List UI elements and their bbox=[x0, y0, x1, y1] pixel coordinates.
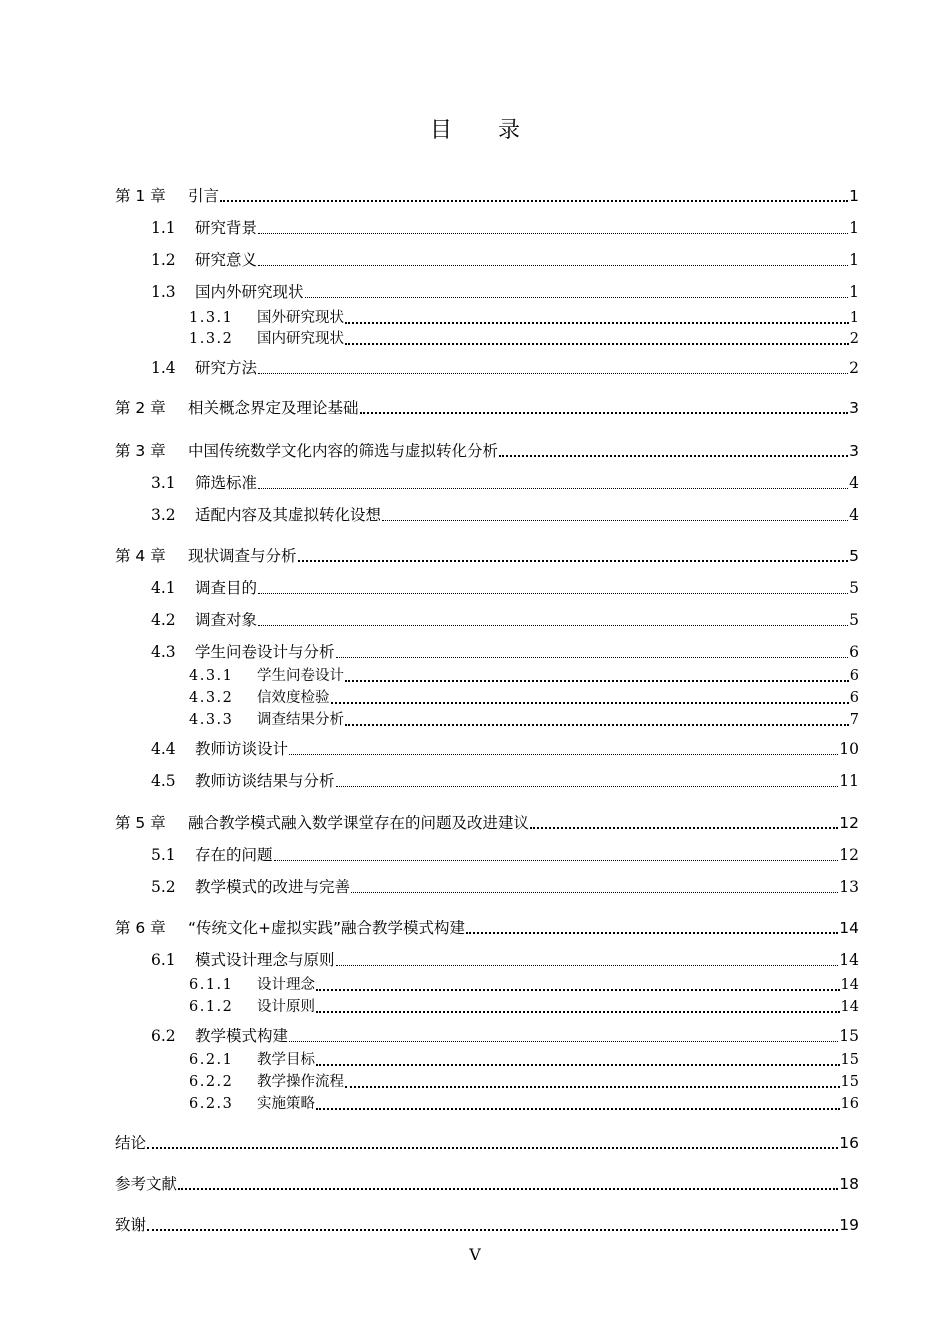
dot-leader bbox=[258, 259, 848, 266]
toc-entry[interactable] bbox=[189, 975, 859, 995]
toc-entry-page: 6 bbox=[849, 668, 859, 684]
dot-leader bbox=[466, 926, 838, 934]
toc-entry-title: 教学模式的改进与完善 bbox=[195, 878, 351, 896]
dot-leader bbox=[258, 227, 848, 234]
toc-entry-number: 6.2.3 bbox=[189, 1096, 234, 1112]
toc-entry-number: 第 3 章 bbox=[115, 442, 166, 460]
toc-entry[interactable] bbox=[151, 1025, 859, 1047]
toc-entry-title: 教学操作流程 bbox=[257, 1074, 344, 1090]
toc-entry-number: 1.1 bbox=[151, 219, 176, 237]
toc-entry[interactable] bbox=[115, 917, 859, 939]
toc-entry-page: 14 bbox=[840, 999, 859, 1015]
toc-entry-title: 研究方法 bbox=[195, 359, 258, 377]
dot-leader bbox=[351, 886, 838, 893]
toc-entry-page: 13 bbox=[839, 878, 859, 896]
dot-leader bbox=[258, 587, 848, 594]
toc-entry-title: 模式设计理念与原则 bbox=[195, 951, 335, 969]
toc-entry-number: 6.2 bbox=[151, 1027, 176, 1045]
toc-entry-page: 14 bbox=[840, 977, 859, 993]
toc-entry-page: 1 bbox=[849, 187, 859, 205]
toc-entry[interactable] bbox=[189, 688, 859, 708]
dot-leader bbox=[305, 291, 849, 298]
dot-leader bbox=[316, 1058, 840, 1066]
toc-entry-number: 3.2 bbox=[151, 506, 176, 524]
toc-entry-title: 教学模式构建 bbox=[195, 1027, 289, 1045]
toc-entry-number: 1.2 bbox=[151, 251, 176, 269]
toc-entry-page: 18 bbox=[839, 1175, 859, 1193]
dot-leader bbox=[382, 514, 848, 521]
toc-entry-number: 4.3.1 bbox=[189, 668, 234, 684]
dot-leader bbox=[331, 696, 849, 704]
toc-entry-page: 16 bbox=[840, 1096, 859, 1112]
toc-entry-title: 学生问卷设计与分析 bbox=[195, 643, 335, 661]
toc-entry-page: 15 bbox=[840, 1052, 859, 1068]
page-number: V bbox=[469, 1245, 481, 1264]
dot-leader bbox=[316, 983, 840, 991]
toc-entry-title: 存在的问题 bbox=[195, 846, 273, 864]
toc-entry-page: 2 bbox=[849, 359, 859, 377]
toc-entry[interactable] bbox=[189, 1094, 859, 1114]
toc-entry-number: 6.1.2 bbox=[189, 999, 234, 1015]
toc-entry-title: 研究背景 bbox=[195, 219, 258, 237]
toc-entry-number: 1.4 bbox=[151, 359, 176, 377]
dot-leader bbox=[147, 1223, 838, 1231]
toc-entry-number: 4.3.2 bbox=[189, 690, 234, 706]
toc-entry-number: 6.1.1 bbox=[189, 977, 234, 993]
toc-entry[interactable] bbox=[151, 609, 859, 631]
dot-leader bbox=[258, 482, 848, 489]
toc-entry-page: 1 bbox=[849, 310, 859, 326]
toc-entry[interactable] bbox=[151, 641, 859, 663]
toc-entry[interactable] bbox=[115, 812, 859, 834]
toc-entry-title: 融合教学模式融入数学课堂存在的问题及改进建议 bbox=[188, 814, 530, 832]
toc-entry[interactable] bbox=[151, 770, 859, 792]
toc-entry-title: 相关概念界定及理论基础 bbox=[188, 399, 359, 417]
toc-entry[interactable] bbox=[115, 185, 859, 207]
toc-entry-page: 5 bbox=[849, 579, 859, 597]
toc-entry-page: 3 bbox=[849, 442, 859, 460]
toc-entry-number: 1.3.2 bbox=[189, 331, 234, 347]
dot-leader bbox=[530, 821, 838, 829]
toc-entry-title: 现状调查与分析 bbox=[188, 547, 297, 565]
toc-entry-number: 1.3.1 bbox=[189, 310, 234, 326]
dot-leader bbox=[289, 1035, 838, 1042]
toc-entry-page: 12 bbox=[839, 814, 859, 832]
dot-leader bbox=[147, 1141, 838, 1149]
toc-entry-title: 信效度检验 bbox=[257, 690, 330, 706]
toc-entry[interactable] bbox=[189, 1050, 859, 1070]
toc-entry-title: 适配内容及其虚拟转化设想 bbox=[195, 506, 382, 524]
toc-entry-page: 14 bbox=[839, 951, 859, 969]
toc-entry-page: 10 bbox=[839, 740, 859, 758]
toc-entry[interactable] bbox=[151, 281, 859, 303]
toc-entry-number: 1.3 bbox=[151, 283, 176, 301]
toc-entry[interactable] bbox=[151, 249, 859, 271]
dot-leader bbox=[316, 1005, 840, 1013]
toc-entry-title: 筛选标准 bbox=[195, 474, 258, 492]
dot-leader bbox=[345, 316, 849, 324]
toc-entry[interactable] bbox=[189, 329, 859, 349]
toc-entry-number: 6.1 bbox=[151, 951, 176, 969]
dot-leader bbox=[298, 554, 849, 562]
toc-entry-number: 4.3.3 bbox=[189, 712, 234, 728]
toc-entry-title: 调查结果分析 bbox=[257, 712, 344, 728]
toc-entry-page: 19 bbox=[839, 1216, 859, 1234]
toc-entry-number: 5.2 bbox=[151, 878, 176, 896]
toc-entry[interactable] bbox=[189, 997, 859, 1017]
toc-entry-page: 3 bbox=[849, 399, 859, 417]
toc-entry[interactable] bbox=[151, 949, 859, 971]
toc-entry-page: 4 bbox=[849, 474, 859, 492]
toc-entry[interactable] bbox=[151, 357, 859, 379]
toc-entry-title: 致谢 bbox=[115, 1216, 147, 1234]
toc-entry-title: “传统文化+虚拟实践”融合教学模式构建 bbox=[188, 919, 466, 937]
toc-entry-number: 4.2 bbox=[151, 611, 176, 629]
toc-entry-page: 11 bbox=[839, 772, 859, 790]
dot-leader bbox=[274, 854, 839, 861]
toc-entry-title: 教师访谈结果与分析 bbox=[195, 772, 335, 790]
toc-entry-page: 12 bbox=[839, 846, 859, 864]
dot-leader bbox=[345, 1080, 840, 1088]
toc-entry-title: 国内外研究现状 bbox=[195, 283, 304, 301]
toc-entry-number: 4.5 bbox=[151, 772, 176, 790]
toc-entry-number: 3.1 bbox=[151, 474, 176, 492]
toc-entry-title: 国内研究现状 bbox=[257, 331, 344, 347]
toc-entry-page: 14 bbox=[839, 919, 859, 937]
toc-entry-number: 6.2.2 bbox=[189, 1074, 234, 1090]
toc-entry-title: 设计理念 bbox=[257, 977, 315, 993]
toc-entry[interactable] bbox=[151, 876, 859, 898]
toc-entry-number: 4.4 bbox=[151, 740, 176, 758]
toc-entry[interactable] bbox=[115, 440, 859, 462]
toc-entry[interactable] bbox=[151, 472, 859, 494]
toc-entry-page: 1 bbox=[849, 251, 859, 269]
toc-entry-page: 16 bbox=[839, 1134, 859, 1152]
toc-entry[interactable] bbox=[115, 397, 859, 419]
toc-entry-number: 第 4 章 bbox=[115, 547, 166, 565]
toc-entry[interactable] bbox=[115, 1214, 859, 1236]
toc-entry[interactable] bbox=[189, 666, 859, 686]
toc-entry-title: 调查对象 bbox=[195, 611, 258, 629]
toc-entry[interactable] bbox=[189, 308, 859, 328]
toc-entry-page: 7 bbox=[849, 712, 859, 728]
dot-leader bbox=[289, 748, 838, 755]
toc-entry-page: 5 bbox=[849, 611, 859, 629]
toc-entry-title: 学生问卷设计 bbox=[257, 668, 344, 684]
toc-entry-title: 实施策略 bbox=[257, 1096, 315, 1112]
dot-leader bbox=[316, 1102, 840, 1110]
page-title: 目录 bbox=[429, 118, 566, 143]
toc-entry-number: 4.1 bbox=[151, 579, 176, 597]
toc-entry-number: 第 2 章 bbox=[115, 399, 166, 417]
toc-entry-page: 15 bbox=[839, 1027, 859, 1045]
dot-leader bbox=[499, 449, 848, 457]
dot-leader bbox=[345, 718, 849, 726]
toc-entry-number: 4.3 bbox=[151, 643, 176, 661]
toc-entry-page: 1 bbox=[849, 219, 859, 237]
toc-entry-title: 调查目的 bbox=[195, 579, 258, 597]
toc-entry-title: 中国传统数学文化内容的筛选与虚拟转化分析 bbox=[188, 442, 499, 460]
dot-leader bbox=[336, 780, 839, 787]
toc-entry-page: 4 bbox=[849, 506, 859, 524]
dot-leader bbox=[336, 959, 839, 966]
toc-entry[interactable] bbox=[115, 1173, 859, 1195]
toc-entry-page: 1 bbox=[849, 283, 859, 301]
toc-entry-title: 国外研究现状 bbox=[257, 310, 344, 326]
toc-entry-number: 第 5 章 bbox=[115, 814, 166, 832]
toc-entry-title: 引言 bbox=[188, 187, 220, 205]
toc-entry-page: 6 bbox=[849, 643, 859, 661]
toc-entry[interactable] bbox=[115, 1132, 859, 1154]
toc-entry-title: 研究意义 bbox=[195, 251, 258, 269]
toc-entry[interactable] bbox=[189, 1072, 859, 1092]
toc-entry-number: 6.2.1 bbox=[189, 1052, 234, 1068]
toc-entry[interactable] bbox=[115, 545, 859, 567]
dot-leader bbox=[258, 367, 848, 374]
dot-leader bbox=[345, 337, 849, 345]
toc-entry-title: 教学目标 bbox=[257, 1052, 315, 1068]
dot-leader bbox=[178, 1182, 838, 1190]
toc-entry-page: 6 bbox=[849, 690, 859, 706]
toc-entry[interactable] bbox=[151, 217, 859, 239]
dot-leader bbox=[258, 619, 848, 626]
toc-entry-title: 教师访谈设计 bbox=[195, 740, 289, 758]
toc-entry[interactable] bbox=[151, 504, 859, 526]
toc-entry-page: 2 bbox=[849, 331, 859, 347]
toc-entry-page: 15 bbox=[840, 1074, 859, 1090]
dot-leader bbox=[336, 651, 849, 658]
toc-entry-page: 5 bbox=[849, 547, 859, 565]
toc-entry[interactable] bbox=[151, 844, 859, 866]
dot-leader bbox=[220, 194, 848, 202]
toc-entry[interactable] bbox=[151, 577, 859, 599]
toc-entry[interactable] bbox=[151, 738, 859, 760]
dot-leader bbox=[345, 674, 849, 682]
toc-entry-title: 结论 bbox=[115, 1134, 147, 1152]
toc-entry-number: 第 6 章 bbox=[115, 919, 166, 937]
toc-entry[interactable] bbox=[189, 710, 859, 730]
toc-entry-title: 设计原则 bbox=[257, 999, 315, 1015]
toc-entry-number: 第 1 章 bbox=[115, 187, 166, 205]
toc-entry-number: 5.1 bbox=[151, 846, 176, 864]
dot-leader bbox=[360, 406, 849, 414]
toc-entry-title: 参考文献 bbox=[115, 1175, 178, 1193]
